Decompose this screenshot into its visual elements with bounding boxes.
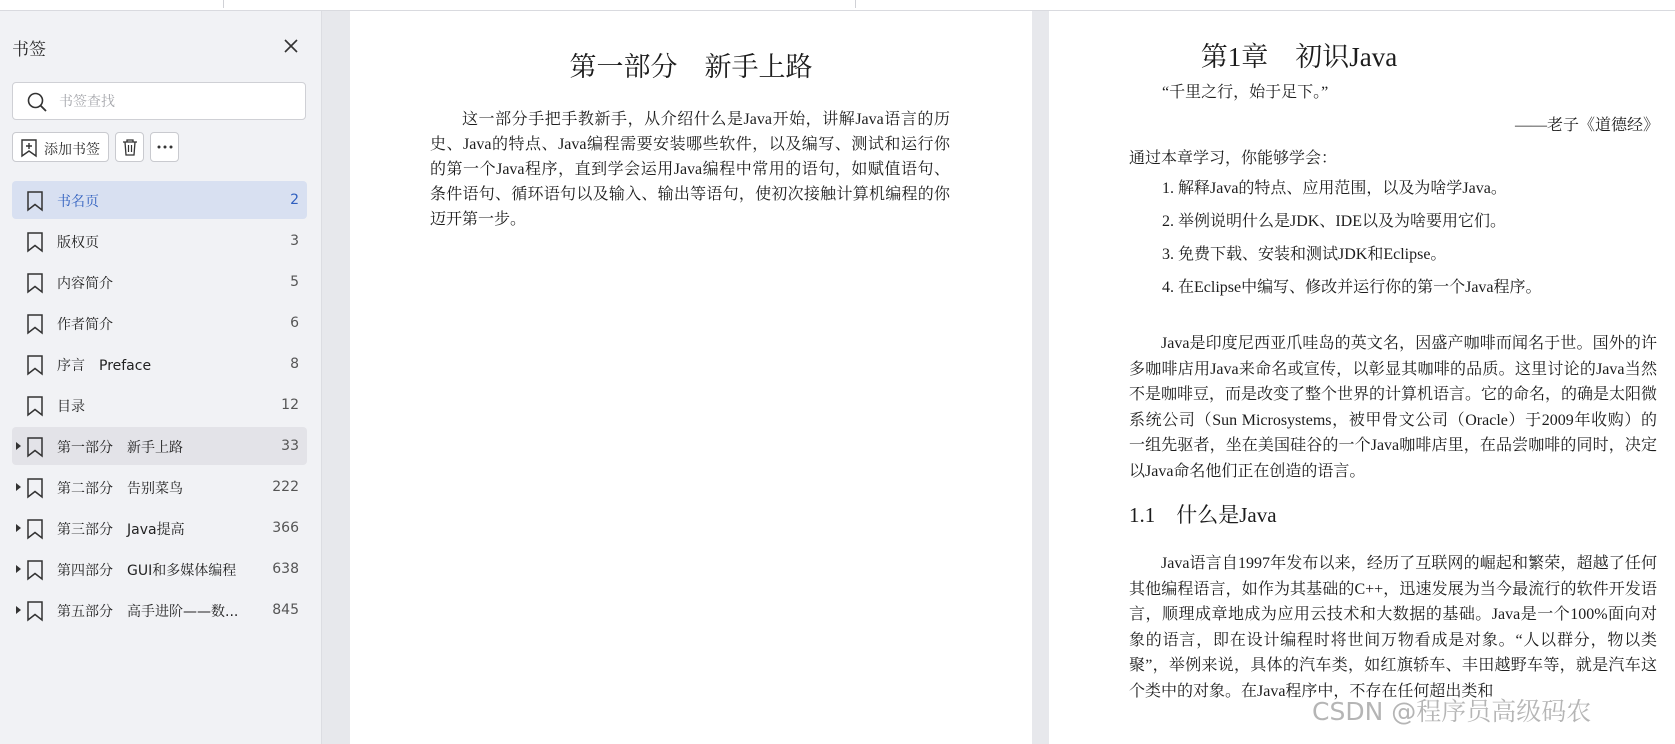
bookmark-label: 内容简介 [57,276,113,292]
bookmark-page-number: 2 [290,192,299,208]
bookmark-icon [26,354,44,376]
bookmark-icon [26,313,44,335]
bookmark-label: 书名页 [57,194,99,210]
toolbar-divider [223,0,224,8]
bookmark-icon [26,518,44,540]
bookmark-icon [26,395,44,417]
chapter-title: 第1章 初识Java [1200,42,1398,72]
bookmark-item[interactable] [12,550,307,588]
top-toolbar-strip [0,0,1675,11]
bookmark-label: 第五部分 高手进阶——数... [57,604,239,620]
learning-goals-list [1162,177,1542,309]
list-item: 2. 举例说明什么是JDK、IDE以及为啥要用它们。 [1162,213,1506,230]
bookmark-icon [26,436,44,458]
document-page-right [1049,11,1675,744]
bookmark-item[interactable] [12,591,307,629]
expand-caret-icon[interactable] [16,442,21,450]
list-item: 1. 解释Java的特点、应用范围，以及为啥学Java。 [1162,180,1507,197]
bookmark-label: 第二部分 告别菜鸟 [57,481,183,497]
part-title: 第一部分 新手上路 [569,52,813,82]
list-item: 3. 免费下载、安装和测试JDK和Eclipse。 [1162,246,1447,263]
bookmark-label: 版权页 [57,235,99,251]
bookmark-item[interactable] [12,345,307,383]
part-intro-paragraph: 这一部分手把手教新手，从介绍什么是Java开始，讲解Java语言的历史、Java的特点、Java编程需要安装哪些软件，以及编写、测试和运行你的第一个Java程序，直到学会运用Java编程中常用的语句，如赋值语句、条件语句、循环语句以及输入、输出等语句，使初次接触计算机编程的你迈开第一步。 [430,111,950,228]
bookmark-label: 作者简介 [57,317,113,333]
add-bookmark-label: 添加书签 [44,142,100,158]
bookmark-label: 目录 [57,399,85,415]
body-paragraph: Java是印度尼西亚爪哇岛的英文名，因盛产咖啡而闻名于世。国外的许多咖啡店用Java来命名或宣传，以彰显其咖啡的品质。这里讨论的Java当然不是咖啡豆，而是改变了整个世界的计算机语言。它的命名，的确是太阳微系统公司（Sun Microsystems，被甲骨文公司（Oracle）于2009年收购）的一组先驱者，坐在美国硅谷的一个Java咖啡店里，在品尝咖啡的同时，决定以Java命名他们正在创造的语言。 [1129,335,1658,480]
bookmark-label: 第四部分 GUI和多媒体编程 [57,563,237,579]
bookmark-page-number: 12 [281,397,299,413]
bookmark-page-number: 33 [281,438,299,454]
close-sidebar-button[interactable] [280,35,302,57]
add-bookmark-icon [19,138,39,158]
body-paragraph: Java语言自1997年发布以来，经历了互联网的崛起和繁荣，超越了任何其他编程语言，如作为其基础的C++，迅速发展为当今最流行的软件开发语言，顺理成章地成为应用云技术和大数据的基础。Java是一个100%面向对象的语言，即在设计编程时将世间万物看成是对象。“人以群分，物以类聚”，举例来说，具体的汽车类，如红旗轿车、丰田越野车等，就是汽车这个类中的对象。在Java程序中，不存在任何超出类和 [1129,555,1657,700]
bookmark-page-number: 845 [272,602,299,618]
bookmark-icon [26,190,44,212]
bookmark-page-number: 3 [290,233,299,249]
bookmark-item[interactable] [12,222,307,260]
bookmark-icon [26,272,44,294]
bookmark-item[interactable] [12,386,307,424]
bookmark-label: 序言 Preface [57,358,152,374]
bookmark-page-number: 366 [272,520,299,536]
watermark: CSDN @程序员高级码农 [1312,697,1592,726]
expand-caret-icon[interactable] [16,483,21,491]
section-heading: 1.1 什么是Java [1129,503,1277,527]
bookmark-page-number: 8 [290,356,299,372]
expand-caret-icon[interactable] [16,606,21,614]
bookmark-item[interactable] [12,181,307,219]
bookmark-page-number: 5 [290,274,299,290]
search-icon [26,91,48,113]
delete-bookmark-button[interactable] [115,132,144,162]
bookmark-icon [26,600,44,622]
learning-goals-intro: 通过本章学习，你能够学会： [1129,150,1338,167]
bookmark-search-input[interactable] [59,91,289,113]
bookmark-item[interactable] [12,304,307,342]
bookmark-page-number: 638 [272,561,299,577]
chapter-quote: “千里之行，始于足下。” [1162,84,1329,101]
more-icon [156,138,174,156]
bookmark-icon [26,477,44,499]
bookmark-label: 第一部分 新手上路 [57,440,183,456]
expand-caret-icon[interactable] [16,565,21,573]
expand-caret-icon[interactable] [16,524,21,532]
quote-author: ——老子《道德经》 [1514,117,1659,134]
bookmark-item[interactable] [12,263,307,301]
bookmark-list [12,181,307,632]
bookmark-search-box[interactable] [12,82,306,120]
list-item: 4. 在Eclipse中编写、修改并运行你的第一个Java程序。 [1162,279,1542,296]
document-page-left [350,11,1032,744]
bookmark-icon [26,559,44,581]
add-bookmark-button[interactable] [12,132,109,162]
bookmark-item[interactable] [12,427,307,465]
bookmark-page-number: 222 [272,479,299,495]
bookmark-sidebar [0,11,322,744]
bookmark-label: 第三部分 Java提高 [57,522,185,538]
bookmark-page-number: 6 [290,315,299,331]
sidebar-title: 书签 [12,40,46,60]
bookmark-item[interactable] [12,468,307,506]
bookmark-icon [26,231,44,253]
bookmark-item[interactable] [12,509,307,547]
toolbar-divider [855,0,856,8]
more-options-button[interactable] [150,132,179,162]
trash-icon [121,138,139,156]
close-icon [280,35,302,57]
